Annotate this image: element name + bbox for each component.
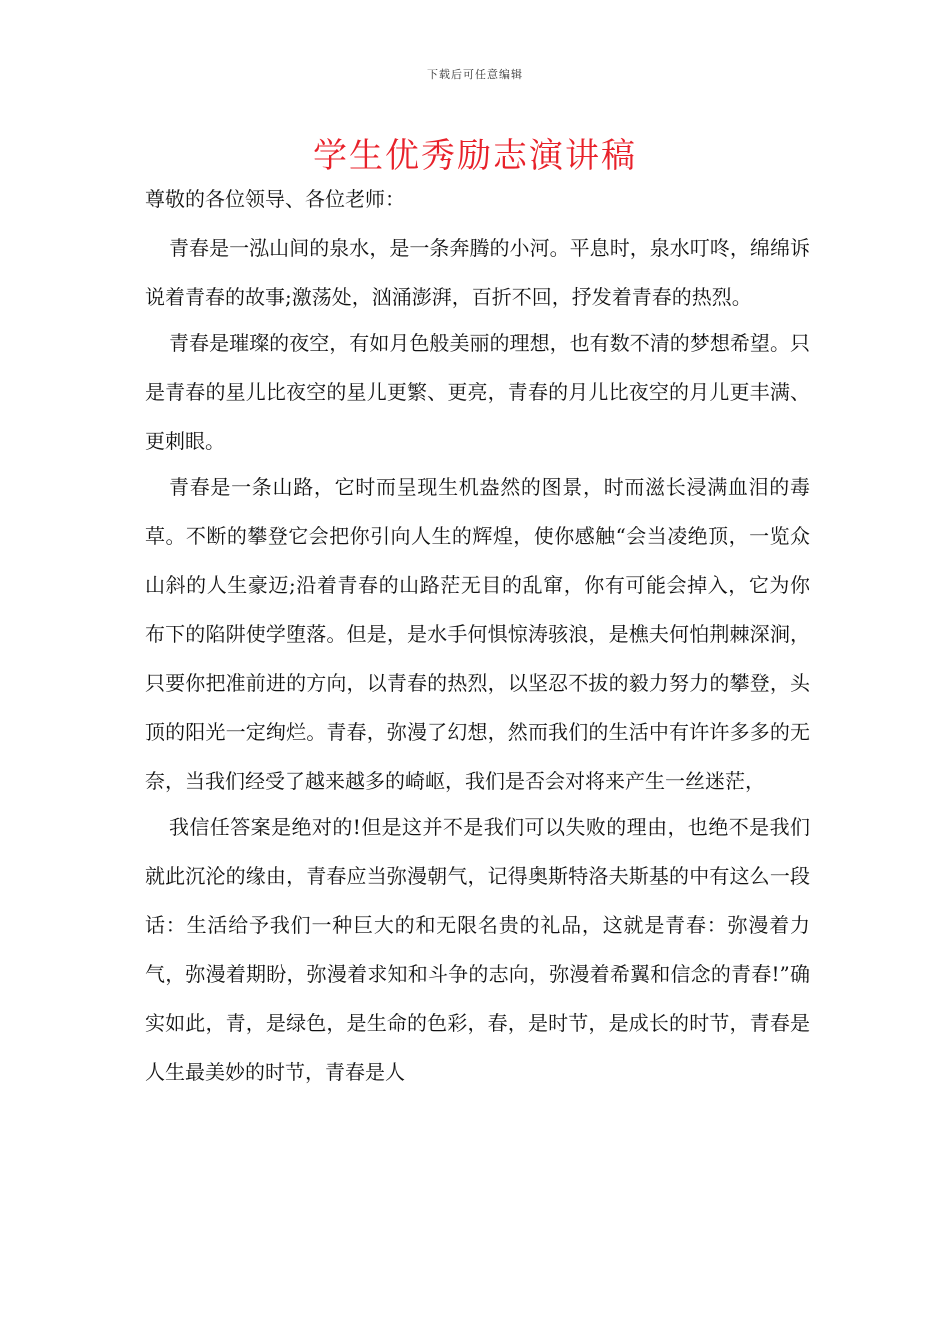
header-note: 下载后可任意编辑: [427, 68, 523, 81]
paragraph-1: 青春是一泓山间的泉水，是一条奔腾的小河。平息时，泉水叮咚，绵绵诉说着青春的故事;激荡处，汹涌澎湃，百折不回，抒发着青春的热烈。: [145, 236, 810, 309]
document-title: 学生优秀励志演讲稿: [313, 136, 637, 176]
document-body: [145, 180, 810, 1094]
paragraph-3: 青春是一条山路，它时而呈现生机盎然的图景，时而滋长浸满血泪的毒草。不断的攀登它会把你引向人生的辉煌，使你感触“会当凌绝顶，一览众山斜的人生豪迈;沿着青春的山路茫无目的乱窜，你有可能会掉入，它为你布下的陷阱使学堕落。但是，是水手何惧惊涛骇浪，是樵夫何怕荆棘深涧，只要你把准前进的方向，以青春的热烈，以坚忍不拔的毅力努力的攀登，头顶的阳光一定绚烂。青春，弥漫了幻想，然而我们的生活中有许许多多的无奈，当我们经受了越来越多的崎岖，我们是否会对将来产生一丝迷茫，: [145, 475, 810, 793]
salutation: 尊敬的各位领导、各位老师：: [145, 187, 405, 211]
paragraph-4: 我信任答案是绝对的!但是这并不是我们可以失败的理由，也绝不是我们就此沉沦的缘由，青春应当弥漫朝气，记得奥斯特洛夫斯基的中有这么一段话：生活给予我们一种巨大的和无限名贵的礼品，这就是青春：弥漫着力气，弥漫着期盼，弥漫着求知和斗争的志向，弥漫着希翼和信念的青春!”确实如此，青，是绿色，是生命的色彩，春，是时节，是成长的时节，青春是人生最美妙的时节，青春是人: [145, 815, 810, 1084]
paragraph-2: 青春是璀璨的夜空，有如月色般美丽的理想，也有数不清的梦想希望。只是青春的星儿比夜空的星儿更繁、更亮，青春的月儿比夜空的月儿更丰满、更刺眼。: [145, 331, 810, 453]
